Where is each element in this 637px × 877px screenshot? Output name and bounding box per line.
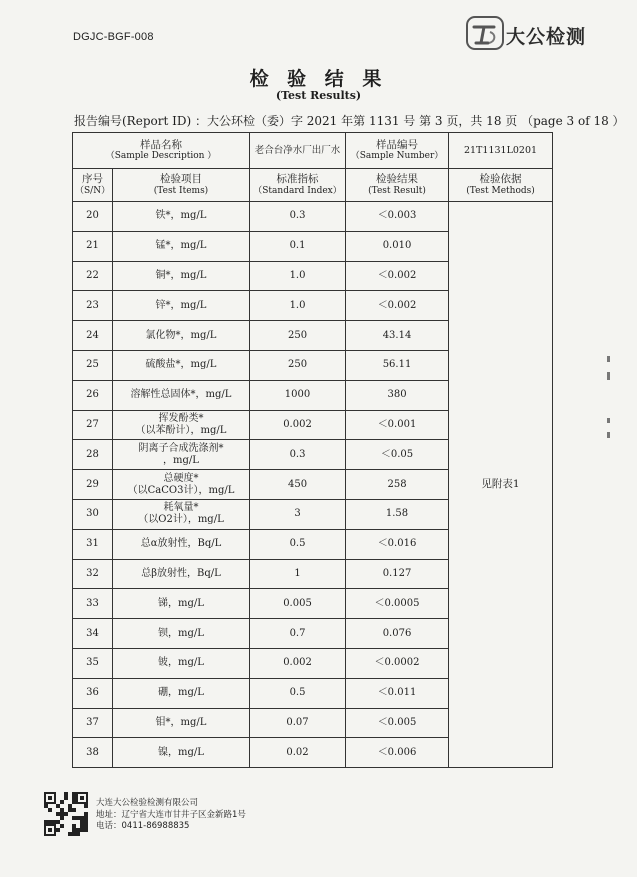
row-sn: 31 xyxy=(73,529,113,559)
row-test-item: 溶解性总固体*，mg/L xyxy=(113,380,250,410)
sample-number-value: 21T1131L0201 xyxy=(449,133,553,169)
row-test-item: 总硬度* （以CaCO3计），mg/L xyxy=(113,470,250,500)
row-test-result: 43.14 xyxy=(346,321,449,351)
page-title: 检 验 结 果 xyxy=(249,68,388,90)
row-test-item: 总α放射性，Bq/L xyxy=(113,529,250,559)
margin-mark xyxy=(607,356,610,362)
row-test-item: 氯化物*，mg/L xyxy=(113,321,250,351)
header-row-columns xyxy=(73,169,553,202)
row-sn: 38 xyxy=(73,738,113,768)
row-sn: 20 xyxy=(73,202,113,232)
row-standard-index: 0.5 xyxy=(250,529,346,559)
sample-name-header: 样品名称 （Sample Description ） xyxy=(73,133,250,169)
row-test-result: 56.11 xyxy=(346,350,449,380)
row-sn: 29 xyxy=(73,470,113,500)
row-sn: 37 xyxy=(73,708,113,738)
row-test-result: ＜0.0002 xyxy=(346,648,449,678)
row-sn: 30 xyxy=(73,499,113,529)
margin-mark xyxy=(607,418,610,423)
row-test-result: ＜0.002 xyxy=(346,291,449,321)
footer-phone: 电话：0411-86988835 xyxy=(96,821,190,831)
row-standard-index: 0.1 xyxy=(250,231,346,261)
row-test-item: 锌*，mg/L xyxy=(113,291,250,321)
row-test-item: 镍，mg/L xyxy=(113,738,250,768)
row-test-item: 锰*，mg/L xyxy=(113,231,250,261)
results-table xyxy=(72,132,553,768)
row-test-item: 铁*，mg/L xyxy=(113,202,250,232)
row-test-result: 0.127 xyxy=(346,559,449,589)
row-test-item: 钼*，mg/L xyxy=(113,708,250,738)
sample-number-header: 样品编号 （Sample Number） xyxy=(346,133,449,169)
row-test-result: ＜0.05 xyxy=(346,440,449,470)
row-sn: 21 xyxy=(73,231,113,261)
row-sn: 33 xyxy=(73,589,113,619)
col-header-items: 检验项目 (Test Items) xyxy=(113,169,250,202)
table-row xyxy=(73,202,553,232)
row-sn: 32 xyxy=(73,559,113,589)
row-sn: 27 xyxy=(73,410,113,440)
row-sn: 36 xyxy=(73,678,113,708)
row-standard-index: 450 xyxy=(250,470,346,500)
row-standard-index: 0.3 xyxy=(250,440,346,470)
row-test-item: 挥发酚类* （以苯酚计），mg/L xyxy=(113,410,250,440)
row-test-result: ＜0.001 xyxy=(346,410,449,440)
row-test-result: 258 xyxy=(346,470,449,500)
row-test-result: ＜0.002 xyxy=(346,261,449,291)
page-subtitle: (Test Results) xyxy=(275,89,362,102)
row-test-result: ＜0.0005 xyxy=(346,589,449,619)
row-test-item: 铜*，mg/L xyxy=(113,261,250,291)
row-test-item: 锑，mg/L xyxy=(113,589,250,619)
row-standard-index: 0.3 xyxy=(250,202,346,232)
footer-company: 大连大公检验检测有限公司 xyxy=(96,798,199,808)
row-test-item: 阴离子合成洗涤剂* ，mg/L xyxy=(113,440,250,470)
row-test-result: ＜0.006 xyxy=(346,738,449,768)
row-sn: 35 xyxy=(73,648,113,678)
row-test-item: 硼，mg/L xyxy=(113,678,250,708)
row-sn: 22 xyxy=(73,261,113,291)
row-sn: 26 xyxy=(73,380,113,410)
row-test-result: ＜0.011 xyxy=(346,678,449,708)
row-test-item: 总β放射性，Bq/L xyxy=(113,559,250,589)
row-test-item: 耗氧量* （以O2计），mg/L xyxy=(113,499,250,529)
logo-mark-icon xyxy=(466,16,504,50)
row-test-result: ＜0.003 xyxy=(346,202,449,232)
row-standard-index: 1000 xyxy=(250,380,346,410)
qr-code-icon xyxy=(44,792,88,836)
row-test-result: 1.58 xyxy=(346,499,449,529)
header-row-sample xyxy=(73,133,553,169)
row-standard-index: 1.0 xyxy=(250,261,346,291)
sample-name-value: 老合台净水厂出厂水 xyxy=(250,133,346,169)
logo-text: 大公检测 xyxy=(506,26,587,48)
row-standard-index: 0.02 xyxy=(250,738,346,768)
col-header-index: 标准指标 （Standard Index） xyxy=(250,169,346,202)
footer-contact xyxy=(96,798,246,833)
row-sn: 24 xyxy=(73,321,113,351)
row-standard-index: 1.0 xyxy=(250,291,346,321)
row-standard-index: 0.002 xyxy=(250,410,346,440)
row-sn: 28 xyxy=(73,440,113,470)
col-header-result: 检验结果 (Test Result) xyxy=(346,169,449,202)
row-standard-index: 250 xyxy=(250,321,346,351)
row-test-item: 钡，mg/L xyxy=(113,619,250,649)
margin-mark xyxy=(607,432,610,438)
row-test-item: 铍，mg/L xyxy=(113,648,250,678)
row-test-item: 硫酸盐*，mg/L xyxy=(113,350,250,380)
row-sn: 34 xyxy=(73,619,113,649)
row-test-result: 380 xyxy=(346,380,449,410)
document-code: DGJC-BGF-008 xyxy=(73,31,154,43)
row-standard-index: 1 xyxy=(250,559,346,589)
row-sn: 25 xyxy=(73,350,113,380)
report-id-line: 报告编号(Report ID) ：大公环检（委）字 2021 年第 1131 号 第 3 页，共 18 页 （page 3 of 18 ） xyxy=(74,114,625,128)
col-header-methods: 检验依据 (Test Methods) xyxy=(449,169,553,202)
row-test-result: ＜0.016 xyxy=(346,529,449,559)
row-sn: 23 xyxy=(73,291,113,321)
row-standard-index: 0.5 xyxy=(250,678,346,708)
row-standard-index: 0.7 xyxy=(250,619,346,649)
footer xyxy=(44,792,604,838)
test-method-cell: 见附表1 xyxy=(449,202,553,768)
row-standard-index: 250 xyxy=(250,350,346,380)
row-test-result: 0.010 xyxy=(346,231,449,261)
row-standard-index: 0.002 xyxy=(250,648,346,678)
row-standard-index: 3 xyxy=(250,499,346,529)
row-test-result: 0.076 xyxy=(346,619,449,649)
col-header-sn: 序号 （S/N） xyxy=(73,169,113,202)
row-standard-index: 0.005 xyxy=(250,589,346,619)
footer-address: 地址：辽宁省大连市甘井子区金新路1号 xyxy=(96,809,246,820)
company-logo xyxy=(466,16,616,52)
row-standard-index: 0.07 xyxy=(250,708,346,738)
margin-mark xyxy=(607,372,610,380)
row-test-result: ＜0.005 xyxy=(346,708,449,738)
